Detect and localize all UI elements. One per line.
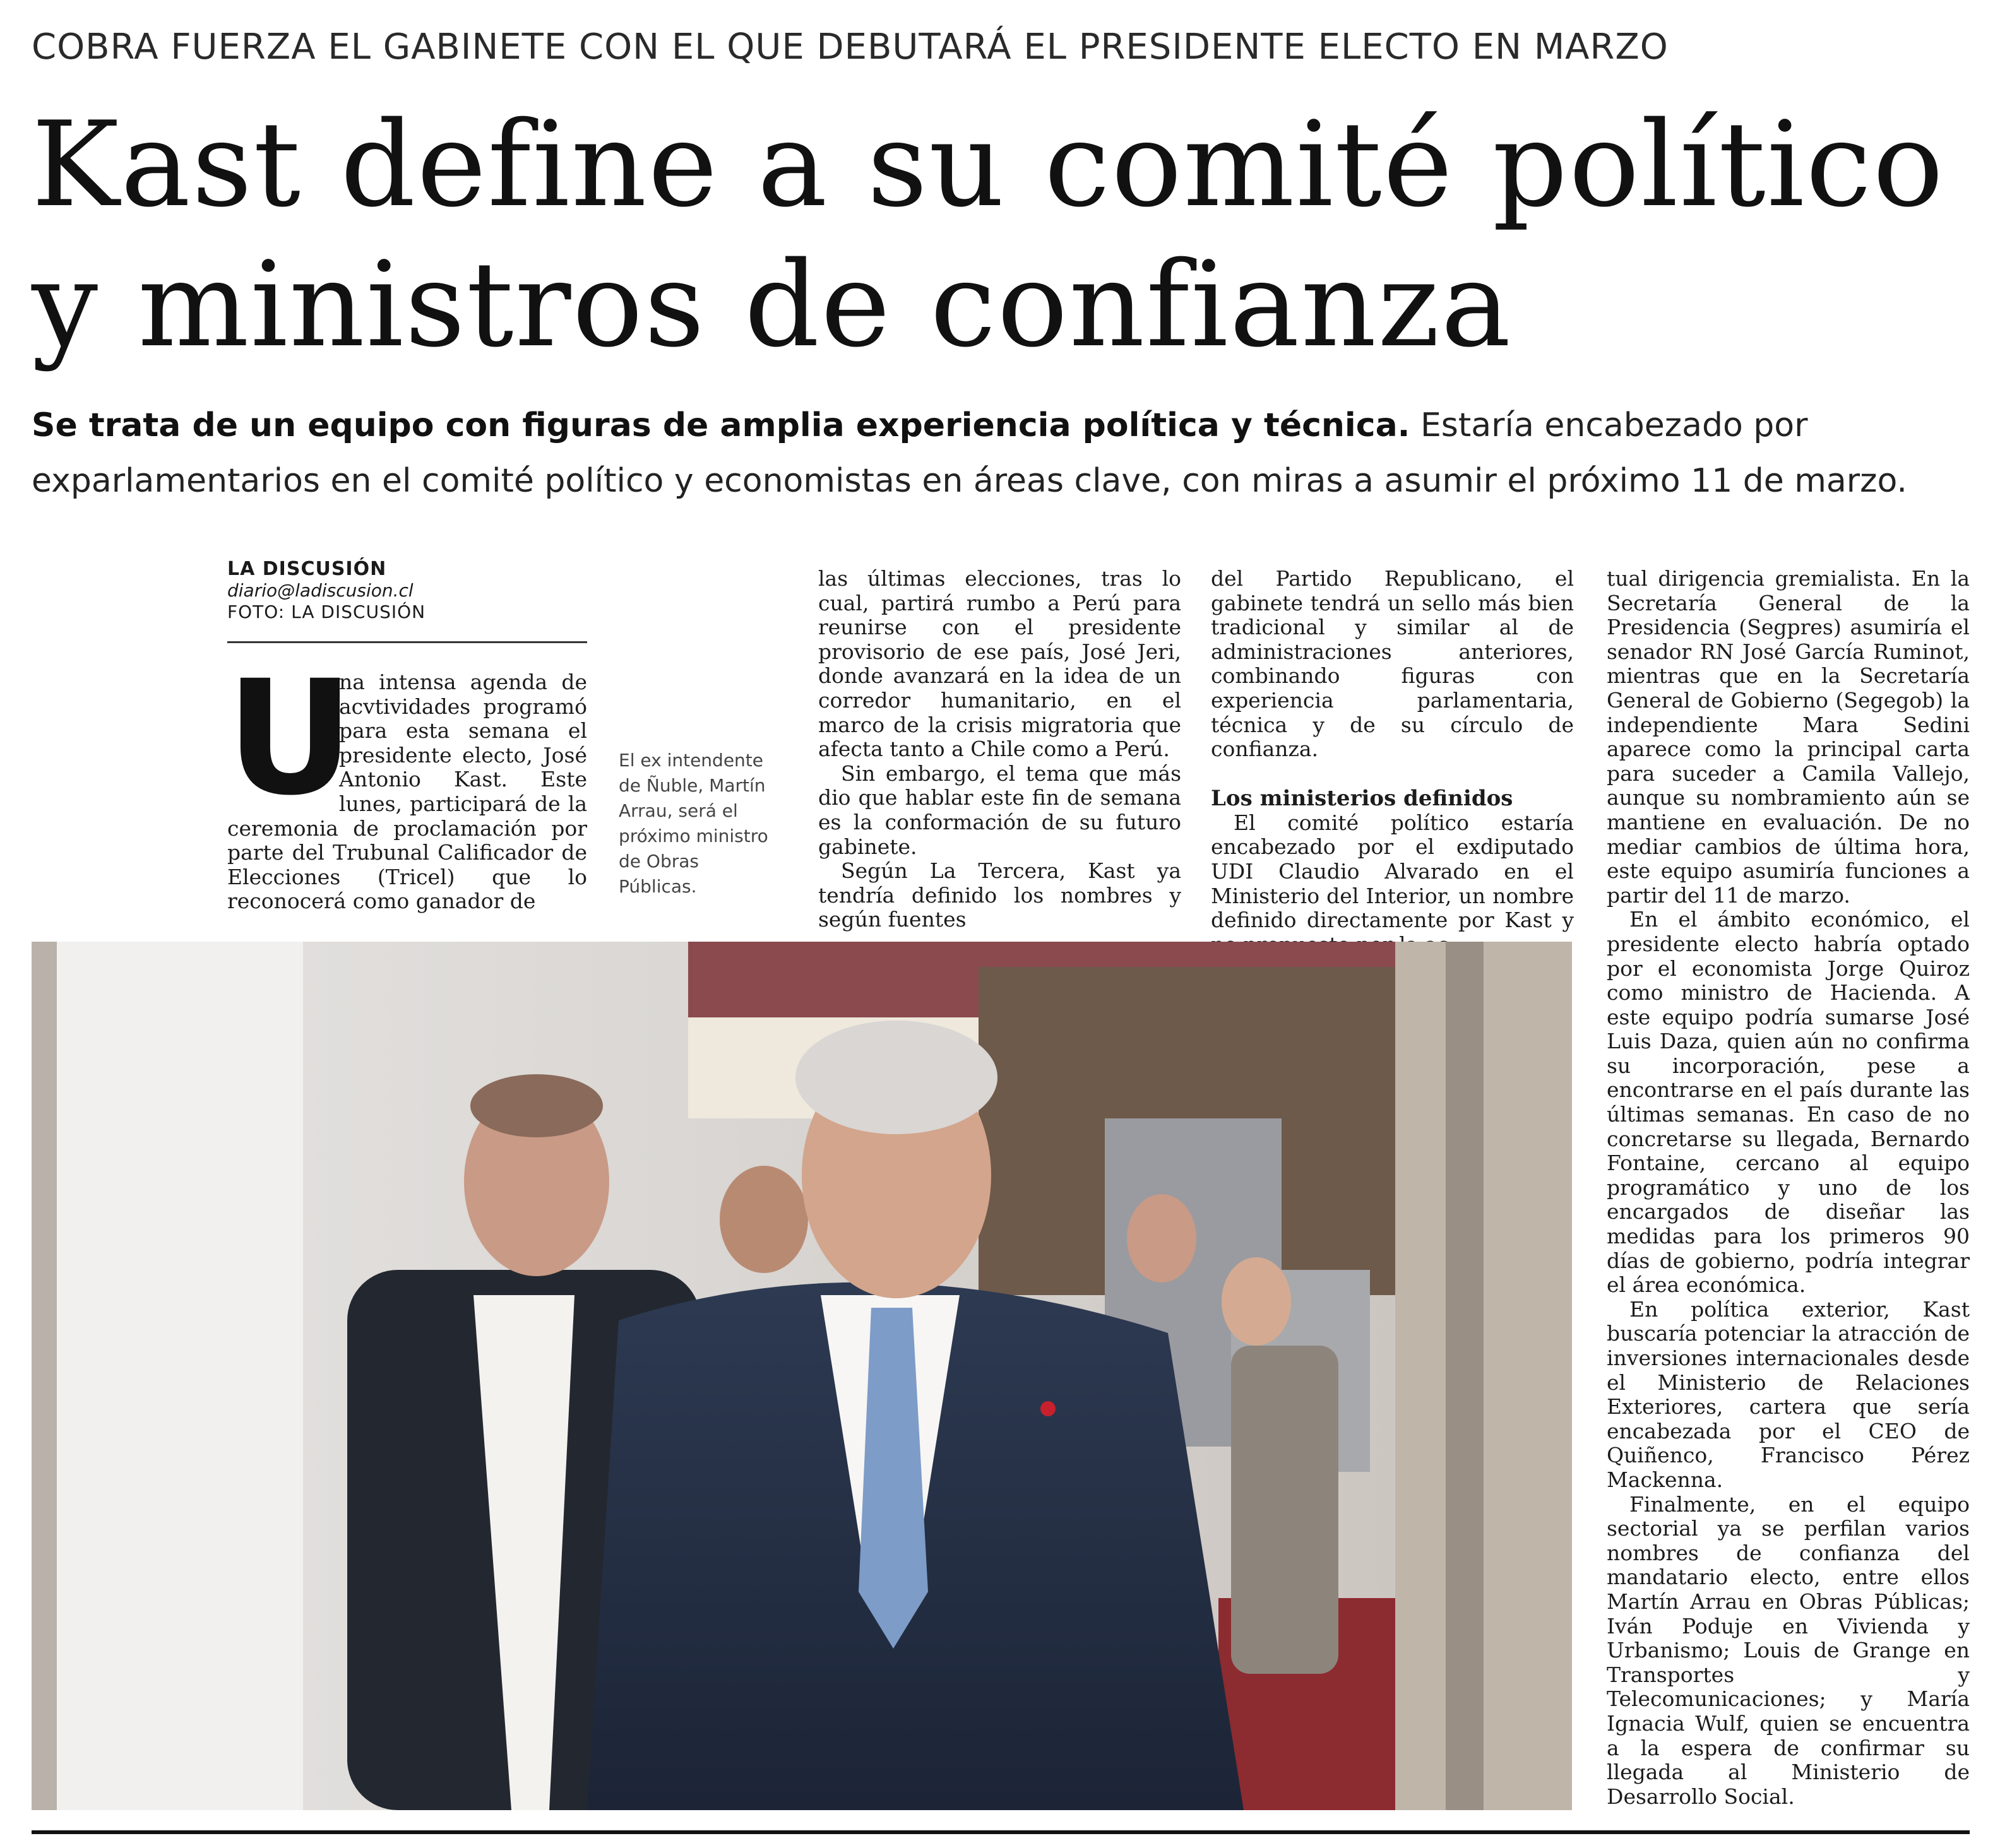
byline-divider	[227, 641, 587, 643]
dek	[32, 398, 1976, 509]
byline-email: diario@ladiscusion.cl	[227, 580, 414, 601]
column-4	[1607, 567, 1970, 1809]
dek-bold: Se trata de un equipo con figuras de amplia experiencia política y técnica.	[32, 406, 1410, 444]
photo-credit: FOTO: LA DISCUSIÓN	[227, 601, 426, 622]
photo-caption: El ex intendente de Ñuble, Martín Arrau, será el próximo ministro de Obras Públicas.	[619, 750, 768, 897]
col3-paragraph-1: del Partido Republicano, el gabinete tendrá un sello más bien tradicional y similar al de administraciones anteriores, combinando figuras con experiencia parlamentaria, técnica y de su círculo de confianza.	[1211, 566, 1574, 762]
headline	[32, 95, 1976, 375]
column-3	[1211, 567, 1574, 957]
col2-paragraph-2: Sin embargo, el tema que más dio que hablar este fin de semana es la conformación de su futuro gabinete.	[818, 761, 1181, 859]
section-subheading: Los ministerios definidos	[1211, 785, 1513, 811]
kicker: COBRA FUERZA EL GABINETE CON EL QUE DEBUTARÁ EL PRESIDENTE ELECTO EN MARZO	[32, 27, 1669, 68]
dek-rest: Estaría encabezado por exparlamentarios en el comité político y economistas en áreas clave, con miras a asumir el próximo 11 de marzo.	[32, 406, 1907, 500]
col4-paragraph-4: Finalmente, en el equipo sectorial ya se perfilan varios nombres de confianza del mandatario electo, entre ellos Martín Arrau en Obras Públicas; Iván Poduje en Vivienda y Urbanismo; Louis de Grange en Transportes y Telecomunicaciones; y María Ignacia Wulf, quien se encuentra a la espera de confirmar su llegada al Ministerio de Desarrollo Social.	[1607, 1491, 1970, 1809]
headline-line-1: Kast define a su comité político	[32, 96, 1945, 233]
column-2	[818, 567, 1181, 932]
col4-paragraph-1: tual dirigencia gremialista. En la Secretaría General de la Presidencia (Segpres) asumiría el senador RN José García Ruminot, mientras que en la Secretaría General de Gobierno (Segegob) la independiente Mara Sedini aparece como la principal carta para suceder a Camila Vallejo, aunque su nombramiento aún se mantiene en evaluación. De no mediar cambios de última hora, este equipo asumiría funciones a partir del 11 de marzo.	[1607, 566, 1970, 908]
headline-line-2: y ministros de confianza	[32, 236, 1513, 373]
col2-paragraph-1: las últimas elecciones, tras lo cual, partirá rumbo a Perú para reunirse con el presidente provisorio de ese país, José Jeri, donde avanzará en la idea de un corredor humanitario, en el marco de la crisis migratoria que afecta tanto a Chile como a Perú.	[818, 566, 1181, 762]
column-1	[226, 646, 587, 914]
dropcap: U	[226, 646, 355, 830]
article-photo	[32, 942, 1572, 1810]
col4-paragraph-3: En política exterior, Kast buscaría potenciar la atracción de inversiones internacionales desde el Ministerio de Relaciones Exteriores, cartera que sería encabezada por el CEO de Quiñenco, Francisco Pérez Mackenna.	[1607, 1296, 1970, 1492]
byline	[227, 559, 581, 623]
byline-org: LA DISCUSIÓN	[227, 558, 387, 580]
col1-paragraph-1: na intensa agenda de acvtividades programó para esta semana el presidente electo, José Antonio Kast. Este lunes, participará de la ceremonia de proclamación por parte del Trubunal Calificador de Elecciones (Tricel) que lo reconocerá como ganador de	[227, 670, 587, 914]
col3-paragraph-2: El comité político estaría encabezado por el exdiputado UDI Claudio Alvarado en el Ministerio del Interior, un nombre definido directamente por Kast y	[1211, 810, 1574, 933]
bottom-rule	[32, 1830, 1970, 1834]
col2-paragraph-3: Según La Tercera, Kast ya tendría definido los nombres y según fuentes	[818, 858, 1181, 932]
col4-paragraph-2: En el ámbito económico, el presidente electo habría optado por el economista Jorge Quiroz como ministro de Hacienda. A este equipo podría sumarse José Luis Daza, quien aún no confirma su incorporación, pese a encontrarse en el país durante las últimas semanas. En caso de no concretarse su llegada, Bernardo Fontaine, cercano al equipo programático y uno de los encargados de diseñar las medidas para los primeros 90 días de gobierno, podría integrar el área económica.	[1607, 907, 1970, 1298]
